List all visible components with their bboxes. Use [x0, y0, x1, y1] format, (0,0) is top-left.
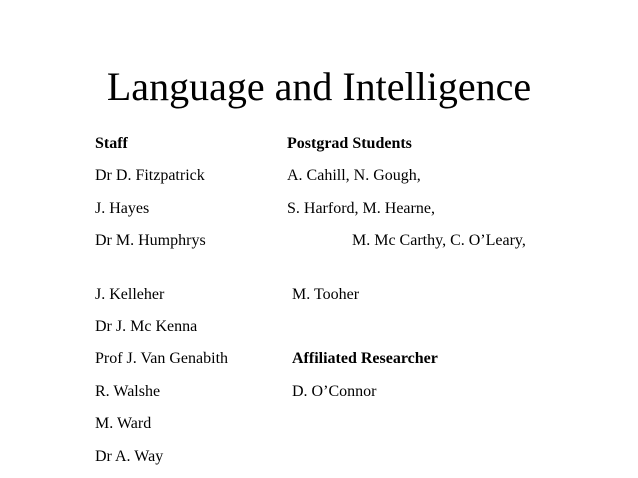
slide-title: Language and Intelligence	[106, 64, 532, 109]
staff-heading: Staff	[95, 135, 128, 152]
postgrad-line: S. Harford, M. Hearne,	[287, 200, 435, 217]
staff-member: Dr D. Fitzpatrick	[95, 167, 205, 184]
affiliated-member: D. O’Connor	[292, 383, 377, 400]
staff-member: J. Kelleher	[95, 286, 165, 303]
staff-member: Dr A. Way	[95, 448, 164, 465]
staff-member: M. Ward	[95, 415, 152, 432]
staff-member: Dr M. Humphrys	[95, 232, 206, 249]
postgrad-heading: Postgrad Students	[287, 135, 412, 152]
staff-member: Dr J. Mc Kenna	[95, 318, 198, 335]
affiliated-heading: Affiliated Researcher	[292, 350, 438, 367]
postgrad-line: A. Cahill, N. Gough,	[287, 167, 421, 184]
staff-member: Prof J. Van Genabith	[95, 350, 229, 367]
postgrad-line: M. Tooher	[292, 286, 360, 303]
staff-member: R. Walshe	[95, 383, 161, 400]
staff-member: J. Hayes	[95, 200, 150, 217]
postgrad-line: M. Mc Carthy, C. O’Leary,	[352, 232, 526, 249]
